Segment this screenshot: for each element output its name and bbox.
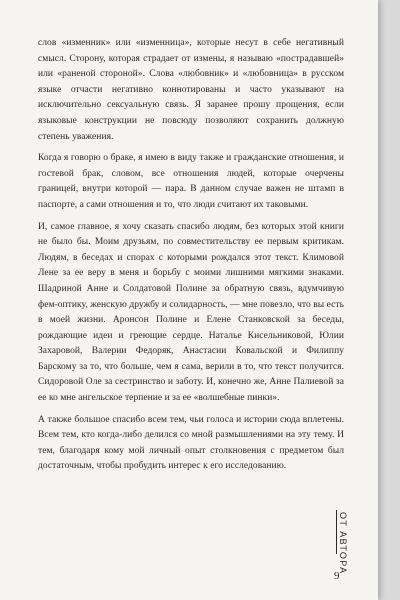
paragraph-3: И, самое главное, я хочу сказать спасибо людям, без которых этой книги не было бы. Моим друзьям, по совместительству ее первым критикам. Людям, в беседах и спорах с которыми рождался этот текст. Климовой Лене за ее веру в меня и борьбу с моими лишними мягкими знаками. Шадриной Анне и Солдатовой Полине за обратную связь, вдумчивую фем-оптику, женскую дружбу и солидарность, — мне повезло, что вы есть в моей жизни. Аронсон Полине и Елене Станковской за беседы, рождающие идеи и греющие сердце. Наталье Кисельниковой, Юлии Захаровой, Валерии Федоряк, Анастасии Ковальской и Филиппу Барскому за то, что больше, чем я сама, верили в то, что текст получится. Сидоровой Оле за сестринство и заботу. И, конечно же, Анне Палиевой за ее ко мне ангельское терпение и за ее «волшебные пинки». — [38, 221, 344, 404]
paragraph-1: слов «изменник» или «изменница», которые несут в себе негативный смысл. Сторону, которая страдает от измены, я называю «пострадавшей» или «раненой стороной». Слова «любовник» и «любовница» в русском языке отчасти негативно коннотированы и часто указывают на исключительно сексуальную связь. Я заранее прошу прощения, если языковые конструкции не повсюду позволяют сохранить должную степень уважения. — [38, 38, 344, 142]
section-label: ОТ АВТОРА — [338, 512, 348, 575]
paragraph-4: А также большое спасибо всем тем, чьи голоса и истории сюда вплетены. Всем тем, кто когда-либо делился со мной размышлениями на эту тему. И тем, благодаря кому мой личный опыт столкновения с предметом был достаточным, чтобы пробудить интерес к его исследованию. — [38, 414, 344, 472]
section-divider — [336, 510, 337, 554]
paragraph-2: Когда я говорю о браке, я имею в виду также и гражданские отношения, и гостевой брак, словом, все отношения людей, которые очерчены границей, внутри которой — пара. В данном случае важен не штамп в паспорте, а сами отношения и то, что люди считают их таковыми. — [38, 153, 344, 210]
body-text — [38, 36, 344, 481]
page-number: 9 — [334, 570, 340, 582]
